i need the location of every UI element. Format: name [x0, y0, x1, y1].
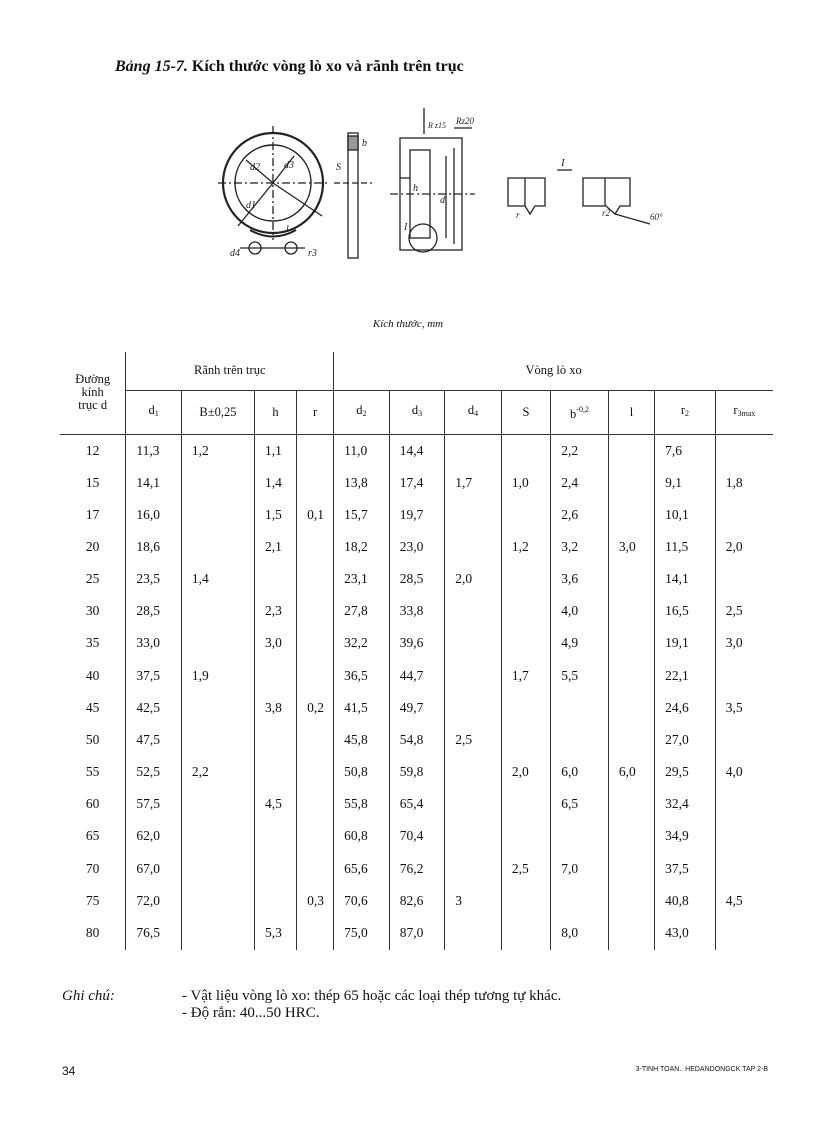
- cell-d1: 76,5: [126, 917, 182, 950]
- table-caption: [115, 58, 464, 76]
- cell-d4: [445, 499, 502, 531]
- cell-d4: [445, 692, 502, 724]
- cell-B: [181, 724, 254, 756]
- cell-S: [501, 724, 550, 756]
- cell-d: 50: [85, 731, 100, 747]
- header-shaft-diameter: Đường kính trục d: [60, 352, 126, 434]
- cell-d3: 82,6: [389, 885, 445, 917]
- cell-d1: 23,5: [126, 563, 182, 595]
- cell-B: 1,2: [181, 434, 254, 466]
- cell-d1: 42,5: [126, 692, 182, 724]
- cell-d: 12: [85, 442, 100, 458]
- cell-d2: 15,7: [334, 499, 390, 531]
- ring-drawing: [218, 126, 328, 254]
- cell-d3: 14,4: [389, 434, 445, 466]
- cell-h: 5,3: [254, 917, 296, 950]
- caption-title: Kích thước vòng lò xo và rãnh trên trục: [191, 58, 464, 75]
- cell-d2: 23,1: [334, 563, 390, 595]
- cell-b: [551, 692, 609, 724]
- cell-d1: 14,1: [126, 467, 182, 499]
- cell-d1: 33,0: [126, 627, 182, 659]
- cell-B: [181, 885, 254, 917]
- label-d: d: [440, 195, 445, 206]
- cell-b: 3,6: [551, 563, 609, 595]
- cell-r3: 2,5: [715, 595, 773, 627]
- cell-d2: 75,0: [334, 917, 390, 950]
- table-body: [60, 434, 773, 950]
- cell-d2: 18,2: [334, 531, 390, 563]
- cell-r: 0,1: [297, 499, 334, 531]
- cell-r3: [715, 852, 773, 884]
- cell-d4: [445, 660, 502, 692]
- cell-b: 4,0: [551, 595, 609, 627]
- cell-d1: 57,5: [126, 788, 182, 820]
- cell-r2: 7,6: [655, 434, 716, 466]
- cell-r: [297, 627, 334, 659]
- cell-r3: 3,0: [715, 627, 773, 659]
- cell-h: [254, 852, 296, 884]
- cell-l: [608, 660, 654, 692]
- cell-l: [608, 563, 654, 595]
- cell-d: 55: [85, 764, 100, 780]
- cell-r: 0,2: [297, 692, 334, 724]
- cell-l: 6,0: [608, 756, 654, 788]
- header-l: l: [608, 390, 654, 434]
- cell-B: 1,9: [181, 660, 254, 692]
- note-material: - Vật liệu vòng lò xo: thép 65 hoặc các loại thép tương tự khác.: [182, 988, 562, 1004]
- cell-h: 2,1: [254, 531, 296, 563]
- cell-B: [181, 595, 254, 627]
- cell-r3: [715, 434, 773, 466]
- table-row: [60, 595, 773, 627]
- page-number: 34: [62, 1064, 76, 1078]
- cell-B: 1,4: [181, 563, 254, 595]
- cell-l: [608, 820, 654, 852]
- cell-d2: 70,6: [334, 885, 390, 917]
- note-hardness: - Độ rắn: 40...50 HRC.: [182, 1005, 320, 1021]
- cell-r3: 1,8: [715, 467, 773, 499]
- cell-l: [608, 434, 654, 466]
- cell-S: [501, 820, 550, 852]
- header-h: h: [254, 390, 296, 434]
- cell-S: 1,0: [501, 467, 550, 499]
- label-r: r: [516, 210, 520, 220]
- cell-d4: [445, 434, 502, 466]
- cell-B: [181, 499, 254, 531]
- cell-S: [501, 499, 550, 531]
- header-r: r: [297, 390, 334, 434]
- cell-d4: [445, 788, 502, 820]
- cell-r3: [715, 499, 773, 531]
- footer-source: 3-TINH TOAN.. HEDANDONGCK TAP 2-B: [635, 1066, 768, 1073]
- cell-d1: 47,5: [126, 724, 182, 756]
- cell-l: [608, 724, 654, 756]
- cell-d1: 62,0: [126, 820, 182, 852]
- cell-d3: 87,0: [389, 917, 445, 950]
- cell-r: [297, 852, 334, 884]
- cell-d2: 27,8: [334, 595, 390, 627]
- notes-label: Ghi chú:: [62, 988, 115, 1004]
- cell-r2: 29,5: [655, 756, 716, 788]
- table-row: [60, 885, 773, 917]
- cell-r: [297, 820, 334, 852]
- cell-b: 3,2: [551, 531, 609, 563]
- header-d2: $d_2$: [334, 390, 390, 434]
- cell-B: [181, 852, 254, 884]
- cell-d3: 49,7: [389, 692, 445, 724]
- cell-r: [297, 563, 334, 595]
- cell-d2: 60,8: [334, 820, 390, 852]
- table-row: [60, 531, 773, 563]
- table-row: [60, 660, 773, 692]
- cell-r2: 16,5: [655, 595, 716, 627]
- cell-S: 2,5: [501, 852, 550, 884]
- cell-d: 45: [85, 699, 100, 715]
- cell-r: [297, 531, 334, 563]
- cell-B: [181, 820, 254, 852]
- table-row: [60, 852, 773, 884]
- cell-l: 3,0: [608, 531, 654, 563]
- cell-d3: 65,4: [389, 788, 445, 820]
- cell-d4: [445, 917, 502, 950]
- cell-b: 4,9: [551, 627, 609, 659]
- cell-d1: 37,5: [126, 660, 182, 692]
- cell-h: 2,3: [254, 595, 296, 627]
- cell-d4: [445, 756, 502, 788]
- cell-B: [181, 692, 254, 724]
- cell-r: [297, 467, 334, 499]
- cell-r2: 32,4: [655, 788, 716, 820]
- cell-d1: 52,5: [126, 756, 182, 788]
- table-row: [60, 756, 773, 788]
- cell-d3: 33,8: [389, 595, 445, 627]
- cell-d1: 67,0: [126, 852, 182, 884]
- cell-S: [501, 627, 550, 659]
- cell-d4: [445, 820, 502, 852]
- cell-S: 1,7: [501, 660, 550, 692]
- cell-l: [608, 885, 654, 917]
- cell-r2: 14,1: [655, 563, 716, 595]
- cell-h: 1,5: [254, 499, 296, 531]
- cell-S: [501, 692, 550, 724]
- cell-d2: 11,0: [334, 434, 390, 466]
- cell-d: 17: [85, 506, 100, 522]
- cell-d: 60: [85, 796, 100, 812]
- cell-d1: 16,0: [126, 499, 182, 531]
- cell-d4: 2,5: [445, 724, 502, 756]
- cell-d1: 28,5: [126, 595, 182, 627]
- cell-d4: [445, 852, 502, 884]
- cell-d1: 11,3: [126, 434, 182, 466]
- cell-l: [608, 852, 654, 884]
- cell-r3: [715, 724, 773, 756]
- cell-h: [254, 885, 296, 917]
- cell-b: 6,5: [551, 788, 609, 820]
- caption-label: Bảng 15-7.: [115, 58, 188, 75]
- cell-r2: 19,1: [655, 627, 716, 659]
- cell-d4: 1,7: [445, 467, 502, 499]
- cell-r3: [715, 563, 773, 595]
- header-r2: $r_2$: [655, 390, 716, 434]
- units-note: Kích thước, mm: [372, 318, 444, 330]
- cell-d4: [445, 595, 502, 627]
- cell-S: [501, 563, 550, 595]
- cell-h: 1,4: [254, 467, 296, 499]
- cell-r2: 10,1: [655, 499, 716, 531]
- cell-b: 8,0: [551, 917, 609, 950]
- label-rz15: R z15: [428, 121, 446, 130]
- cell-h: 4,5: [254, 788, 296, 820]
- table-row: [60, 820, 773, 852]
- cell-S: [501, 917, 550, 950]
- cell-d4: [445, 627, 502, 659]
- cell-r3: 4,5: [715, 885, 773, 917]
- label-detail-i: I: [404, 222, 408, 233]
- cell-r2: 34,9: [655, 820, 716, 852]
- cell-b: 7,0: [551, 852, 609, 884]
- cell-S: [501, 788, 550, 820]
- label-d3: d3: [284, 160, 294, 171]
- label-d1: d1: [246, 200, 256, 211]
- cell-b: 2,2: [551, 434, 609, 466]
- cell-r: [297, 595, 334, 627]
- cell-B: [181, 467, 254, 499]
- header-d4: $d_4$: [445, 390, 502, 434]
- cell-B: 2,2: [181, 756, 254, 788]
- cell-r2: 24,6: [655, 692, 716, 724]
- cell-d3: 54,8: [389, 724, 445, 756]
- cell-r3: [715, 660, 773, 692]
- cell-d4: 3: [445, 885, 502, 917]
- cell-l: [608, 692, 654, 724]
- cell-d: 35: [85, 635, 100, 651]
- header-d1: $d_1$: [126, 390, 182, 434]
- cell-d: 70: [85, 860, 100, 876]
- detail-drawings: [508, 170, 650, 224]
- label-angle: 60°: [650, 212, 663, 222]
- cell-S: [501, 434, 550, 466]
- cell-d: 40: [85, 667, 100, 683]
- cell-B: [181, 917, 254, 950]
- cell-r3: 2,0: [715, 531, 773, 563]
- cell-d3: 76,2: [389, 852, 445, 884]
- cell-d1: 72,0: [126, 885, 182, 917]
- cell-d2: 32,2: [334, 627, 390, 659]
- label-r2: r2: [602, 208, 611, 218]
- cell-d3: 59,8: [389, 756, 445, 788]
- cell-h: [254, 820, 296, 852]
- cell-S: 2,0: [501, 756, 550, 788]
- header-d3: $d_3$: [389, 390, 445, 434]
- table-row: [60, 434, 773, 466]
- cell-b: [551, 885, 609, 917]
- cell-S: [501, 885, 550, 917]
- cell-r: [297, 660, 334, 692]
- cell-l: [608, 917, 654, 950]
- cell-d: 75: [85, 892, 100, 908]
- label-d4: d4: [230, 248, 240, 259]
- cell-d2: 45,8: [334, 724, 390, 756]
- cell-d2: 41,5: [334, 692, 390, 724]
- cell-d3: 17,4: [389, 467, 445, 499]
- cell-d3: 19,7: [389, 499, 445, 531]
- cell-d3: 70,4: [389, 820, 445, 852]
- header-b-tolerance: B±0,25: [181, 390, 254, 434]
- table-row: [60, 692, 773, 724]
- cell-l: [608, 627, 654, 659]
- cell-h: [254, 563, 296, 595]
- cell-d2: 55,8: [334, 788, 390, 820]
- cell-d2: 65,6: [334, 852, 390, 884]
- cell-h: 1,1: [254, 434, 296, 466]
- cell-d4: 2,0: [445, 563, 502, 595]
- label-s: S: [336, 162, 341, 173]
- cell-l: [608, 467, 654, 499]
- cell-h: 3,8: [254, 692, 296, 724]
- cell-b: [551, 820, 609, 852]
- cell-l: [608, 595, 654, 627]
- cell-r3: [715, 917, 773, 950]
- cell-b: 6,0: [551, 756, 609, 788]
- cell-r3: [715, 820, 773, 852]
- cell-r: [297, 788, 334, 820]
- label-b: b: [362, 138, 367, 149]
- dimension-table: [60, 352, 773, 950]
- cell-r2: 9,1: [655, 467, 716, 499]
- header-group-shaft-groove: Rãnh trên trục: [126, 352, 334, 390]
- table-row: [60, 917, 773, 950]
- table-row: [60, 627, 773, 659]
- cell-r: [297, 434, 334, 466]
- cell-B: [181, 788, 254, 820]
- cell-d: 15: [85, 474, 100, 490]
- cell-r2: 11,5: [655, 531, 716, 563]
- cell-S: 1,2: [501, 531, 550, 563]
- cell-r: 0,3: [297, 885, 334, 917]
- cell-h: [254, 660, 296, 692]
- cell-l: [608, 499, 654, 531]
- cell-h: [254, 724, 296, 756]
- cell-r3: [715, 788, 773, 820]
- cell-d3: 28,5: [389, 563, 445, 595]
- cell-b: 2,6: [551, 499, 609, 531]
- cell-d2: 50,8: [334, 756, 390, 788]
- cell-r: [297, 917, 334, 950]
- cell-d: 30: [85, 603, 100, 619]
- cell-r2: 27,0: [655, 724, 716, 756]
- cell-b: 5,5: [551, 660, 609, 692]
- technical-drawing: [210, 108, 680, 278]
- cell-d4: [445, 531, 502, 563]
- cell-d: 25: [85, 571, 100, 587]
- cell-r2: 43,0: [655, 917, 716, 950]
- cell-d3: 39,6: [389, 627, 445, 659]
- header-s: S: [501, 390, 550, 434]
- label-h: h: [413, 183, 418, 194]
- cell-d: 80: [85, 925, 100, 941]
- cell-d3: 44,7: [389, 660, 445, 692]
- table-row: [60, 788, 773, 820]
- cell-B: [181, 627, 254, 659]
- cell-b: [551, 724, 609, 756]
- cell-d: 20: [85, 538, 100, 554]
- table-row: [60, 724, 773, 756]
- cell-d: 65: [85, 828, 100, 844]
- cell-r: [297, 724, 334, 756]
- label-r3: r3: [308, 248, 317, 259]
- cell-B: [181, 531, 254, 563]
- cell-r3: 4,0: [715, 756, 773, 788]
- header-r3max: $r_{3max}$: [715, 390, 773, 434]
- table-row: [60, 499, 773, 531]
- cell-b: 2,4: [551, 467, 609, 499]
- header-group-spring-ring: Vòng lò xo: [334, 352, 773, 390]
- label-detail-title: I: [561, 157, 565, 169]
- label-rz20: Rz20: [456, 116, 474, 126]
- cell-r2: 37,5: [655, 852, 716, 884]
- label-l: l: [286, 224, 289, 235]
- cell-d3: 23,0: [389, 531, 445, 563]
- cell-r3: 3,5: [715, 692, 773, 724]
- table-row: [60, 563, 773, 595]
- table-row: [60, 467, 773, 499]
- cell-r: [297, 756, 334, 788]
- cell-d2: 13,8: [334, 467, 390, 499]
- cell-S: [501, 595, 550, 627]
- cell-l: [608, 788, 654, 820]
- label-d2: d2: [250, 162, 260, 173]
- cell-h: 3,0: [254, 627, 296, 659]
- cell-h: [254, 756, 296, 788]
- header-b: $b^{-0,2}$: [551, 390, 609, 434]
- cell-r2: 40,8: [655, 885, 716, 917]
- cell-d2: 36,5: [334, 660, 390, 692]
- cell-r2: 22,1: [655, 660, 716, 692]
- ring-section-drawing: [334, 133, 372, 258]
- cell-d1: 18,6: [126, 531, 182, 563]
